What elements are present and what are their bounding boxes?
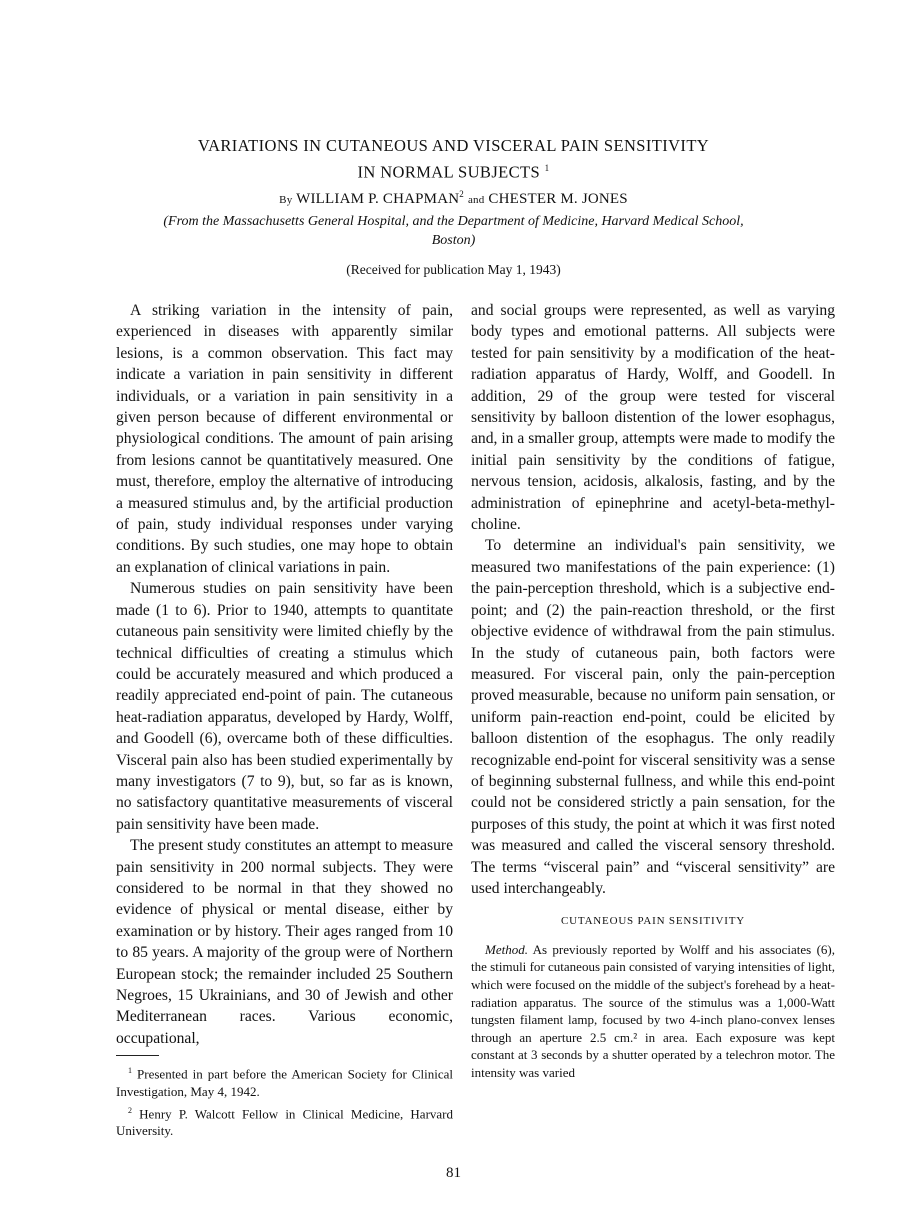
by-label: By — [279, 194, 293, 206]
footnote: $^2$ Henry P. Walcott Fellow in Clinical Medicine, Harvard University. — [116, 1105, 453, 1139]
paragraph: Numerous studies on pain sensitivity have been made (1 to 6). Prior to 1940, attempts to quantitate cutaneous pain sensitivity were limited chiefly by the technical difficulties of creating a stimulus which could be accurately measured and which produced a readily appreciated end-point of pain. The cutaneous heat-radiation apparatus, developed by Hardy, Wolff, and Goodell (6), overcame both of these difficulties. Visceral pain also has been studied experimentally by many investigators (7 to 9), but, so far as is known, no satisfactory quantitative measurements of visceral pain sensitivity have been made. — [116, 580, 453, 833]
section-heading: CUTANEOUS PAIN SENSITIVITY — [561, 915, 745, 928]
and-label: and — [467, 194, 485, 206]
footnote-mark: 2 — [128, 1105, 132, 1115]
author-line — [0, 189, 907, 208]
paragraph-continued: and social groups were represented, as well as varying body types and emotional patterns. All subjects were tested for pain sensitivity by a modification of the heat-radiation apparatus of Hardy, Wolff, and Goodell. In addition, 29 of the group were tested for visceral sensitivity by balloon distention of the lower esophagus, and, in a smaller group, attempts were made to modify the initial pain sensitivity by the conditions of fatigue, nervous tension, acidosis, alkalosis, fasting, and by the administration of epinephrine and acetyl-beta-methyl-choline. — [471, 302, 835, 534]
title-line-2: IN NORMAL SUBJECTS $^1$ — [357, 162, 550, 182]
paragraph: A striking variation in the intensity of pain, experienced in diseases with apparently similar lesions, is a common observation. This fact may indicate a variation in pain sensitivity in different individuals, or a variation in pain sensitivity in a given person because of different environmental or physiological conditions. The amount of pain arising from lesions cannot be quantitatively measured. One must, therefore, employ the alternative of introducing a measured stimulus and, by the artificial production of pain, study individual responses under varying conditions. By such studies, one may hope to obtain an explanation of clinical variations in pain. — [116, 302, 453, 576]
paragraph: To determine an individual's pain sensitivity, we measured two manifestations of the pain experience: (1) the pain-perception threshold, which is a subjective end-point; and (2) the pain-reaction threshold, or the first objective evidence of withdrawal from the pain stimulus. In the study of cutaneous pain, both factors were measured. For visceral pain, only the pain-perception proved measurable, because no uniform pain sensation, or uniform pain-reaction end-point, could be elicited by balloon distention of the esophagus. The only readily recognizable end-point for visceral sensitivity was a sense of beginning substernal fullness, and while this end-point could not be considered strictly a pain sensation, for the purposes of this study, the point at which it was first noted was measured and called the visceral sensory threshold. The terms “visceral pain” and “visceral sensitivity” are used interchangeably. — [471, 537, 835, 897]
article-title — [0, 135, 907, 184]
author-1: WILLIAM P. CHAPMAN — [296, 191, 460, 207]
method-label: Method. — [485, 941, 528, 957]
author-1-footnote-mark: 2 — [459, 189, 464, 199]
method-paragraph — [471, 941, 835, 1082]
title-footnote-mark: 1 — [544, 163, 550, 173]
footnote-rule — [116, 1055, 159, 1056]
left-column — [116, 300, 453, 1049]
title-line-1: VARIATIONS IN CUTANEOUS AND VISCERAL PAIN SENSITIVITY — [197, 136, 710, 155]
method-text: As previously reported by Wolff and his associates (6), the stimuli for cutaneous pain consisted of varying intensities of light, which were focused on the middle of the subject's forehead by a heat-radiation apparatus. The source of the stimulus was a 1,000-Watt tungsten filament lamp, focused by two 4-inch plano-convex lenses through an aperture 2.5 cm.² in area. Each exposure was kept constant at 3 seconds by a shutter operated by a telechron motor. The intensity was varied — [471, 941, 835, 1080]
footnote: $^1$ Presented in part before the American Society for Clinical Investigation, May 4, 1942. — [116, 1066, 453, 1099]
right-column — [471, 300, 835, 1082]
affiliation: (From the Massachusetts General Hospital, and the Department of Medicine, Harvard Medical School, Boston) — [163, 214, 744, 248]
paragraph: The present study constitutes an attempt to measure pain sensitivity in 200 normal subjects. They were considered to be normal in that they showed no evidence of physical or mental disease, either by examination or by history. Their ages ranged from 10 to 85 years. A majority of the group were of Northern European stock; the remainder included 25 Southern Negroes, 15 Ukrainians, and 30 of Jewish and other Mediterranean races. Various economic, occupational, — [116, 837, 453, 1047]
author-2: CHESTER M. JONES — [488, 191, 628, 207]
received-date: (Received for publication May 1, 1943) — [346, 262, 561, 277]
footnotes — [116, 1062, 453, 1141]
footnote-mark: 1 — [128, 1066, 132, 1075]
page-number: 81 — [446, 1165, 461, 1181]
